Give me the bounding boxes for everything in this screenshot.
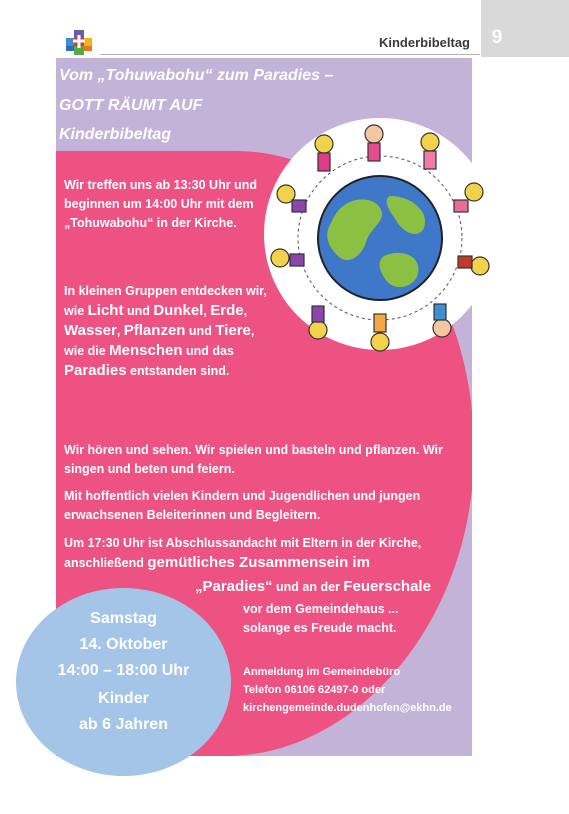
paragraph-closing bbox=[64, 534, 469, 573]
paragraph-closing-line-2 bbox=[195, 578, 431, 595]
headline-line-2: GOTT RÄUMT AUF bbox=[59, 97, 203, 114]
p5-gemuetlich: gemütliches Zusammensein im bbox=[147, 554, 370, 571]
p5-feuerschale: Feuerschale bbox=[343, 578, 431, 595]
section-title: Kinderbibeltag bbox=[378, 35, 470, 50]
paragraph-gemeindehaus: vor dem Gemeindehaus ... solange es Freude macht. bbox=[243, 602, 399, 635]
headline-line-3: Kinderbibeltag bbox=[59, 126, 172, 143]
registration-line-1: Anmeldung im Gemeindebüro bbox=[243, 666, 401, 678]
p2-und-2: und bbox=[185, 324, 216, 338]
badge-day: Samstag bbox=[90, 610, 157, 627]
paragraph-activities: Wir hören und sehen. Wir spielen und basteln und pflanzen. Wir singen und beten und feiern. bbox=[64, 443, 443, 476]
p2-menschen: Menschen bbox=[109, 342, 183, 359]
p2-wie: , wie die bbox=[64, 324, 255, 358]
registration-email: kirchengemeinde.dudenhofen@ekhn.de bbox=[243, 702, 452, 714]
paragraph-participants: Mit hoffentlich vielen Kindern und Jugendlichen und jungen erwachsenen Beleiterinnen und Begleitern. bbox=[64, 489, 421, 522]
p5-mid: und an der bbox=[272, 580, 344, 594]
p2-wasser: Wasser bbox=[64, 322, 117, 339]
p2-paradies: Paradies bbox=[64, 362, 127, 379]
badge-date: 14. Oktober bbox=[79, 636, 168, 653]
headline-line-1: Vom „Tohuwabohu“ zum Paradies – bbox=[59, 67, 334, 84]
badge-audience-1: Kinder bbox=[98, 690, 149, 707]
p2-licht: Licht bbox=[87, 302, 124, 319]
badge-time: 14:00 – 18:00 Uhr bbox=[57, 662, 190, 679]
p2-comma-3: , bbox=[116, 324, 124, 338]
p2-text-end: entstanden sind. bbox=[126, 364, 230, 378]
header-rule bbox=[100, 54, 480, 55]
page-number: 9 bbox=[491, 27, 503, 48]
globe-with-children-illustration bbox=[262, 116, 498, 352]
p5-paradies: „Paradies“ bbox=[195, 578, 273, 595]
p5-text-a: Um 17:30 Uhr ist Abschlussandacht mit Eltern in der Kirche, anschließend bbox=[64, 536, 422, 570]
p2-und-1: und bbox=[123, 304, 154, 318]
p2-text-a: In kleinen Gruppen entdecken wir, wie bbox=[64, 284, 267, 318]
p2-dunkel: Dunkel bbox=[153, 302, 204, 319]
registration-info bbox=[243, 663, 473, 717]
p2-erde: Erde bbox=[210, 302, 244, 319]
registration-line-2: Telefon 06106 62497-0 oder bbox=[243, 684, 386, 696]
badge-audience-2: ab 6 Jahren bbox=[79, 716, 168, 733]
paragraph-intro: Wir treffen uns ab 13:30 Uhr und beginnen um 14:00 Uhr mit dem „Tohuwabohu“ in der Kirche. bbox=[64, 178, 257, 230]
paragraph-groups bbox=[64, 282, 274, 381]
p2-und-3: und das bbox=[182, 344, 234, 358]
p2-comma-1: , bbox=[203, 304, 211, 318]
badge-audience-block bbox=[16, 686, 231, 738]
church-logo-icon bbox=[63, 28, 95, 58]
p2-comma-2: , bbox=[243, 304, 248, 318]
p2-pflanzen: Pflanzen bbox=[123, 322, 186, 339]
badge-date-block bbox=[16, 606, 231, 684]
p2-tiere: Tiere bbox=[215, 322, 251, 339]
